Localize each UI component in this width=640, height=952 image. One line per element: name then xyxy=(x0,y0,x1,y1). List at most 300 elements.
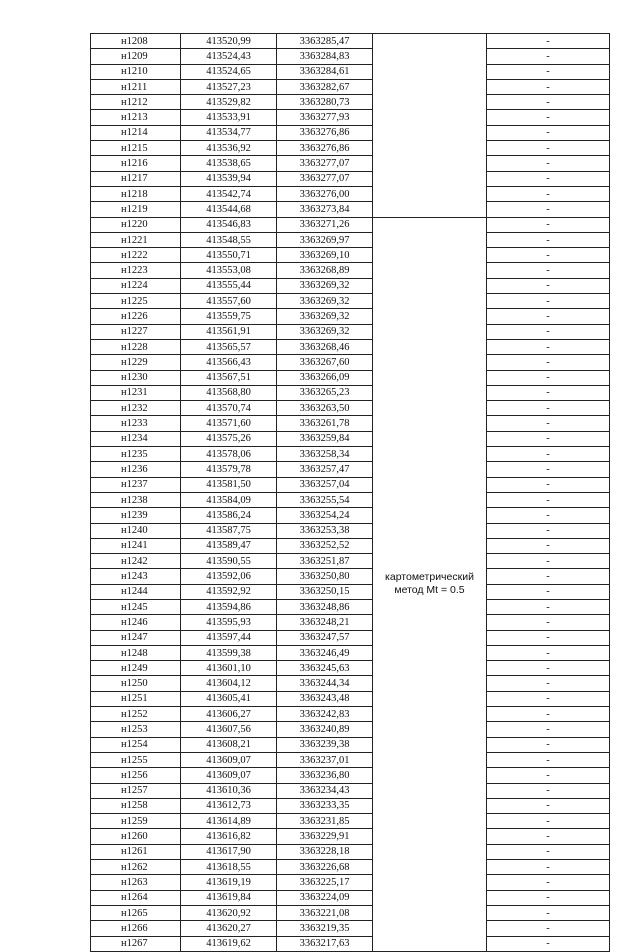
table-row xyxy=(91,156,610,171)
accuracy-cell: - xyxy=(487,936,610,951)
y-coordinate-cell: 3363242,83 xyxy=(277,707,373,722)
accuracy-cell: - xyxy=(487,49,610,64)
x-coordinate-cell: 413538,65 xyxy=(181,156,277,171)
x-coordinate-cell: 413561,91 xyxy=(181,324,277,339)
y-coordinate-cell: 3363226,68 xyxy=(277,860,373,875)
x-coordinate-cell: 413601,10 xyxy=(181,661,277,676)
y-coordinate-cell: 3363257,47 xyxy=(277,462,373,477)
accuracy-cell: - xyxy=(487,676,610,691)
point-name-cell: н1223 xyxy=(91,263,181,278)
y-coordinate-cell: 3363269,97 xyxy=(277,232,373,247)
x-coordinate-cell: 413617,90 xyxy=(181,844,277,859)
y-coordinate-cell: 3363248,21 xyxy=(277,615,373,630)
accuracy-cell: - xyxy=(487,401,610,416)
accuracy-cell: - xyxy=(487,783,610,798)
table-row xyxy=(91,615,610,630)
x-coordinate-cell: 413606,27 xyxy=(181,707,277,722)
point-name-cell: н1208 xyxy=(91,34,181,49)
point-name-cell: н1228 xyxy=(91,339,181,354)
table-row xyxy=(91,508,610,523)
table-row xyxy=(91,125,610,140)
x-coordinate-cell: 413609,07 xyxy=(181,768,277,783)
table-row xyxy=(91,324,610,339)
point-name-cell: н1246 xyxy=(91,615,181,630)
point-name-cell: н1251 xyxy=(91,691,181,706)
y-coordinate-cell: 3363250,80 xyxy=(277,569,373,584)
y-coordinate-cell: 3363273,84 xyxy=(277,202,373,217)
accuracy-cell: - xyxy=(487,860,610,875)
point-name-cell: н1214 xyxy=(91,125,181,140)
table-row xyxy=(91,752,610,767)
table-row xyxy=(91,554,610,569)
x-coordinate-cell: 413568,80 xyxy=(181,385,277,400)
accuracy-cell: - xyxy=(487,814,610,829)
y-coordinate-cell: 3363234,43 xyxy=(277,783,373,798)
table-row xyxy=(91,569,610,584)
x-coordinate-cell: 413620,92 xyxy=(181,905,277,920)
x-coordinate-cell: 413595,93 xyxy=(181,615,277,630)
accuracy-cell: - xyxy=(487,186,610,201)
table-row xyxy=(91,202,610,217)
y-coordinate-cell: 3363250,15 xyxy=(277,584,373,599)
accuracy-cell: - xyxy=(487,722,610,737)
y-coordinate-cell: 3363285,47 xyxy=(277,34,373,49)
table-row xyxy=(91,416,610,431)
table-row xyxy=(91,232,610,247)
point-name-cell: н1245 xyxy=(91,599,181,614)
y-coordinate-cell: 3363236,80 xyxy=(277,768,373,783)
table-row xyxy=(91,431,610,446)
point-name-cell: н1213 xyxy=(91,110,181,125)
point-name-cell: н1258 xyxy=(91,798,181,813)
y-coordinate-cell: 3363246,49 xyxy=(277,645,373,660)
y-coordinate-cell: 3363269,32 xyxy=(277,309,373,324)
accuracy-cell: - xyxy=(487,768,610,783)
y-coordinate-cell: 3363276,86 xyxy=(277,141,373,156)
point-name-cell: н1220 xyxy=(91,217,181,232)
accuracy-cell: - xyxy=(487,691,610,706)
x-coordinate-cell: 413584,09 xyxy=(181,492,277,507)
x-coordinate-cell: 413567,51 xyxy=(181,370,277,385)
accuracy-cell: - xyxy=(487,232,610,247)
accuracy-cell: - xyxy=(487,921,610,936)
x-coordinate-cell: 413534,77 xyxy=(181,125,277,140)
accuracy-cell: - xyxy=(487,171,610,186)
point-name-cell: н1248 xyxy=(91,645,181,660)
table-row xyxy=(91,538,610,553)
table-row xyxy=(91,829,610,844)
y-coordinate-cell: 3363240,89 xyxy=(277,722,373,737)
y-coordinate-cell: 3363269,32 xyxy=(277,294,373,309)
x-coordinate-cell: 413604,12 xyxy=(181,676,277,691)
point-name-cell: н1236 xyxy=(91,462,181,477)
y-coordinate-cell: 3363244,34 xyxy=(277,676,373,691)
accuracy-cell: - xyxy=(487,339,610,354)
y-coordinate-cell: 3363269,32 xyxy=(277,324,373,339)
accuracy-cell: - xyxy=(487,156,610,171)
table-row xyxy=(91,798,610,813)
y-coordinate-cell: 3363276,00 xyxy=(277,186,373,201)
point-name-cell: н1247 xyxy=(91,630,181,645)
y-coordinate-cell: 3363224,09 xyxy=(277,890,373,905)
x-coordinate-cell: 413529,82 xyxy=(181,95,277,110)
accuracy-cell: - xyxy=(487,707,610,722)
table-row xyxy=(91,309,610,324)
accuracy-cell: - xyxy=(487,263,610,278)
accuracy-cell: - xyxy=(487,829,610,844)
x-coordinate-cell: 413578,06 xyxy=(181,447,277,462)
point-name-cell: н1209 xyxy=(91,49,181,64)
table-row xyxy=(91,890,610,905)
y-coordinate-cell: 3363282,67 xyxy=(277,79,373,94)
y-coordinate-cell: 3363225,17 xyxy=(277,875,373,890)
x-coordinate-cell: 413555,44 xyxy=(181,278,277,293)
y-coordinate-cell: 3363261,78 xyxy=(277,416,373,431)
point-name-cell: н1240 xyxy=(91,523,181,538)
point-name-cell: н1244 xyxy=(91,584,181,599)
table-row xyxy=(91,339,610,354)
y-coordinate-cell: 3363268,89 xyxy=(277,263,373,278)
y-coordinate-cell: 3363263,50 xyxy=(277,401,373,416)
point-name-cell: н1250 xyxy=(91,676,181,691)
x-coordinate-cell: 413579,78 xyxy=(181,462,277,477)
y-coordinate-cell: 3363284,61 xyxy=(277,64,373,79)
point-name-cell: н1222 xyxy=(91,248,181,263)
accuracy-cell: - xyxy=(487,370,610,385)
y-coordinate-cell: 3363247,57 xyxy=(277,630,373,645)
table-row xyxy=(91,875,610,890)
y-coordinate-cell: 3363266,09 xyxy=(277,370,373,385)
table-row xyxy=(91,722,610,737)
accuracy-cell: - xyxy=(487,294,610,309)
table-row xyxy=(91,462,610,477)
y-coordinate-cell: 3363269,32 xyxy=(277,278,373,293)
y-coordinate-cell: 3363221,08 xyxy=(277,905,373,920)
point-name-cell: н1257 xyxy=(91,783,181,798)
point-name-cell: н1260 xyxy=(91,829,181,844)
accuracy-cell: - xyxy=(487,661,610,676)
accuracy-cell: - xyxy=(487,79,610,94)
table-row xyxy=(91,79,610,94)
table-row xyxy=(91,186,610,201)
point-name-cell: н1254 xyxy=(91,737,181,752)
point-name-cell: н1267 xyxy=(91,936,181,951)
point-name-cell: н1238 xyxy=(91,492,181,507)
accuracy-cell: - xyxy=(487,278,610,293)
y-coordinate-cell: 3363228,18 xyxy=(277,844,373,859)
point-name-cell: н1262 xyxy=(91,860,181,875)
y-coordinate-cell: 3363277,93 xyxy=(277,110,373,125)
table-row xyxy=(91,676,610,691)
x-coordinate-cell: 413565,57 xyxy=(181,339,277,354)
accuracy-cell: - xyxy=(487,431,610,446)
y-coordinate-cell: 3363219,35 xyxy=(277,921,373,936)
point-name-cell: н1230 xyxy=(91,370,181,385)
table-row xyxy=(91,584,610,599)
x-coordinate-cell: 413599,38 xyxy=(181,645,277,660)
accuracy-cell: - xyxy=(487,95,610,110)
x-coordinate-cell: 413618,55 xyxy=(181,860,277,875)
y-coordinate-cell: 3363239,38 xyxy=(277,737,373,752)
table-row xyxy=(91,844,610,859)
x-coordinate-cell: 413544,68 xyxy=(181,202,277,217)
x-coordinate-cell: 413570,74 xyxy=(181,401,277,416)
x-coordinate-cell: 413620,27 xyxy=(181,921,277,936)
table-row xyxy=(91,768,610,783)
accuracy-cell: - xyxy=(487,462,610,477)
table-row xyxy=(91,707,610,722)
accuracy-cell: - xyxy=(487,248,610,263)
point-name-cell: н1215 xyxy=(91,141,181,156)
point-name-cell: н1212 xyxy=(91,95,181,110)
point-name-cell: н1235 xyxy=(91,447,181,462)
point-name-cell: н1261 xyxy=(91,844,181,859)
x-coordinate-cell: 413605,41 xyxy=(181,691,277,706)
y-coordinate-cell: 3363253,38 xyxy=(277,523,373,538)
point-name-cell: н1264 xyxy=(91,890,181,905)
table-row xyxy=(91,385,610,400)
method-label-line2: метод Mt = 0.5 xyxy=(394,584,465,597)
accuracy-cell: - xyxy=(487,538,610,553)
point-name-cell: н1211 xyxy=(91,79,181,94)
point-name-cell: н1252 xyxy=(91,707,181,722)
point-name-cell: н1243 xyxy=(91,569,181,584)
accuracy-cell: - xyxy=(487,905,610,920)
point-name-cell: н1242 xyxy=(91,554,181,569)
method-cell-upper xyxy=(373,34,487,218)
point-name-cell: н1210 xyxy=(91,64,181,79)
y-coordinate-cell: 3363231,85 xyxy=(277,814,373,829)
table-row xyxy=(91,599,610,614)
x-coordinate-cell: 413553,08 xyxy=(181,263,277,278)
point-name-cell: н1249 xyxy=(91,661,181,676)
accuracy-cell: - xyxy=(487,630,610,645)
table-row xyxy=(91,217,610,232)
method-cell xyxy=(373,217,487,951)
accuracy-cell: - xyxy=(487,141,610,156)
accuracy-cell: - xyxy=(487,477,610,492)
table-row xyxy=(91,248,610,263)
point-name-cell: н1216 xyxy=(91,156,181,171)
x-coordinate-cell: 413586,24 xyxy=(181,508,277,523)
accuracy-cell: - xyxy=(487,385,610,400)
accuracy-cell: - xyxy=(487,355,610,370)
table-row xyxy=(91,737,610,752)
table-row xyxy=(91,691,610,706)
table-row xyxy=(91,860,610,875)
accuracy-cell: - xyxy=(487,447,610,462)
accuracy-cell: - xyxy=(487,554,610,569)
y-coordinate-cell: 3363277,07 xyxy=(277,156,373,171)
coordinates-table xyxy=(90,33,610,952)
point-name-cell: н1255 xyxy=(91,752,181,767)
x-coordinate-cell: 413590,55 xyxy=(181,554,277,569)
point-name-cell: н1217 xyxy=(91,171,181,186)
x-coordinate-cell: 413589,47 xyxy=(181,538,277,553)
y-coordinate-cell: 3363255,54 xyxy=(277,492,373,507)
x-coordinate-cell: 413557,60 xyxy=(181,294,277,309)
accuracy-cell: - xyxy=(487,844,610,859)
accuracy-cell: - xyxy=(487,34,610,49)
x-coordinate-cell: 413609,07 xyxy=(181,752,277,767)
table-row xyxy=(91,630,610,645)
y-coordinate-cell: 3363257,04 xyxy=(277,477,373,492)
accuracy-cell: - xyxy=(487,202,610,217)
accuracy-cell: - xyxy=(487,890,610,905)
x-coordinate-cell: 413533,91 xyxy=(181,110,277,125)
x-coordinate-cell: 413610,36 xyxy=(181,783,277,798)
x-coordinate-cell: 413536,92 xyxy=(181,141,277,156)
point-name-cell: н1265 xyxy=(91,905,181,920)
accuracy-cell: - xyxy=(487,309,610,324)
x-coordinate-cell: 413592,92 xyxy=(181,584,277,599)
x-coordinate-cell: 413616,82 xyxy=(181,829,277,844)
x-coordinate-cell: 413527,23 xyxy=(181,79,277,94)
x-coordinate-cell: 413581,50 xyxy=(181,477,277,492)
point-name-cell: н1266 xyxy=(91,921,181,936)
y-coordinate-cell: 3363252,52 xyxy=(277,538,373,553)
table-row xyxy=(91,447,610,462)
point-name-cell: н1221 xyxy=(91,232,181,247)
point-name-cell: н1224 xyxy=(91,278,181,293)
table-row xyxy=(91,294,610,309)
table-row xyxy=(91,492,610,507)
y-coordinate-cell: 3363237,01 xyxy=(277,752,373,767)
y-coordinate-cell: 3363217,63 xyxy=(277,936,373,951)
y-coordinate-cell: 3363271,26 xyxy=(277,217,373,232)
y-coordinate-cell: 3363259,84 xyxy=(277,431,373,446)
point-name-cell: н1234 xyxy=(91,431,181,446)
table-row xyxy=(91,814,610,829)
accuracy-cell: - xyxy=(487,64,610,79)
y-coordinate-cell: 3363265,23 xyxy=(277,385,373,400)
x-coordinate-cell: 413619,84 xyxy=(181,890,277,905)
point-name-cell: н1239 xyxy=(91,508,181,523)
table-row xyxy=(91,936,610,951)
y-coordinate-cell: 3363254,24 xyxy=(277,508,373,523)
point-name-cell: н1229 xyxy=(91,355,181,370)
accuracy-cell: - xyxy=(487,110,610,125)
accuracy-cell: - xyxy=(487,615,610,630)
point-name-cell: н1232 xyxy=(91,401,181,416)
y-coordinate-cell: 3363267,60 xyxy=(277,355,373,370)
point-name-cell: н1226 xyxy=(91,309,181,324)
point-name-cell: н1259 xyxy=(91,814,181,829)
table-row xyxy=(91,921,610,936)
x-coordinate-cell: 413539,94 xyxy=(181,171,277,186)
y-coordinate-cell: 3363229,91 xyxy=(277,829,373,844)
x-coordinate-cell: 413594,86 xyxy=(181,599,277,614)
x-coordinate-cell: 413559,75 xyxy=(181,309,277,324)
x-coordinate-cell: 413571,60 xyxy=(181,416,277,431)
point-name-cell: н1225 xyxy=(91,294,181,309)
x-coordinate-cell: 413524,65 xyxy=(181,64,277,79)
y-coordinate-cell: 3363280,73 xyxy=(277,95,373,110)
x-coordinate-cell: 413612,73 xyxy=(181,798,277,813)
table-row xyxy=(91,110,610,125)
table-row xyxy=(91,401,610,416)
table-row xyxy=(91,34,610,49)
table-row xyxy=(91,477,610,492)
point-name-cell: н1227 xyxy=(91,324,181,339)
accuracy-cell: - xyxy=(487,798,610,813)
y-coordinate-cell: 3363233,35 xyxy=(277,798,373,813)
table-row xyxy=(91,49,610,64)
table-row xyxy=(91,263,610,278)
x-coordinate-cell: 413587,75 xyxy=(181,523,277,538)
table-row xyxy=(91,355,610,370)
accuracy-cell: - xyxy=(487,508,610,523)
accuracy-cell: - xyxy=(487,584,610,599)
point-name-cell: н1253 xyxy=(91,722,181,737)
x-coordinate-cell: 413546,83 xyxy=(181,217,277,232)
table-row xyxy=(91,278,610,293)
table-row xyxy=(91,171,610,186)
y-coordinate-cell: 3363277,07 xyxy=(277,171,373,186)
table-row xyxy=(91,95,610,110)
y-coordinate-cell: 3363251,87 xyxy=(277,554,373,569)
table-row xyxy=(91,645,610,660)
accuracy-cell: - xyxy=(487,416,610,431)
method-label-line1: картометрический xyxy=(385,571,474,584)
y-coordinate-cell: 3363258,34 xyxy=(277,447,373,462)
coordinates-table-body xyxy=(91,34,610,952)
y-coordinate-cell: 3363245,63 xyxy=(277,661,373,676)
x-coordinate-cell: 413548,55 xyxy=(181,232,277,247)
table-row xyxy=(91,64,610,79)
accuracy-cell: - xyxy=(487,492,610,507)
accuracy-cell: - xyxy=(487,599,610,614)
x-coordinate-cell: 413607,56 xyxy=(181,722,277,737)
point-name-cell: н1233 xyxy=(91,416,181,431)
table-row xyxy=(91,370,610,385)
accuracy-cell: - xyxy=(487,737,610,752)
y-coordinate-cell: 3363276,86 xyxy=(277,125,373,140)
accuracy-cell: - xyxy=(487,752,610,767)
point-name-cell: н1237 xyxy=(91,477,181,492)
x-coordinate-cell: 413614,89 xyxy=(181,814,277,829)
x-coordinate-cell: 413550,71 xyxy=(181,248,277,263)
x-coordinate-cell: 413619,19 xyxy=(181,875,277,890)
table-row xyxy=(91,523,610,538)
x-coordinate-cell: 413520,99 xyxy=(181,34,277,49)
y-coordinate-cell: 3363269,10 xyxy=(277,248,373,263)
x-coordinate-cell: 413575,26 xyxy=(181,431,277,446)
point-name-cell: н1231 xyxy=(91,385,181,400)
accuracy-cell: - xyxy=(487,645,610,660)
x-coordinate-cell: 413592,06 xyxy=(181,569,277,584)
x-coordinate-cell: 413566,43 xyxy=(181,355,277,370)
y-coordinate-cell: 3363248,86 xyxy=(277,599,373,614)
y-coordinate-cell: 3363268,46 xyxy=(277,339,373,354)
table-row xyxy=(91,661,610,676)
y-coordinate-cell: 3363243,48 xyxy=(277,691,373,706)
point-name-cell: н1263 xyxy=(91,875,181,890)
x-coordinate-cell: 413524,43 xyxy=(181,49,277,64)
x-coordinate-cell: 413542,74 xyxy=(181,186,277,201)
accuracy-cell: - xyxy=(487,324,610,339)
point-name-cell: н1256 xyxy=(91,768,181,783)
point-name-cell: н1218 xyxy=(91,186,181,201)
table-row xyxy=(91,905,610,920)
table-row xyxy=(91,783,610,798)
point-name-cell: н1241 xyxy=(91,538,181,553)
accuracy-cell: - xyxy=(487,217,610,232)
x-coordinate-cell: 413619,62 xyxy=(181,936,277,951)
accuracy-cell: - xyxy=(487,875,610,890)
accuracy-cell: - xyxy=(487,569,610,584)
y-coordinate-cell: 3363284,83 xyxy=(277,49,373,64)
